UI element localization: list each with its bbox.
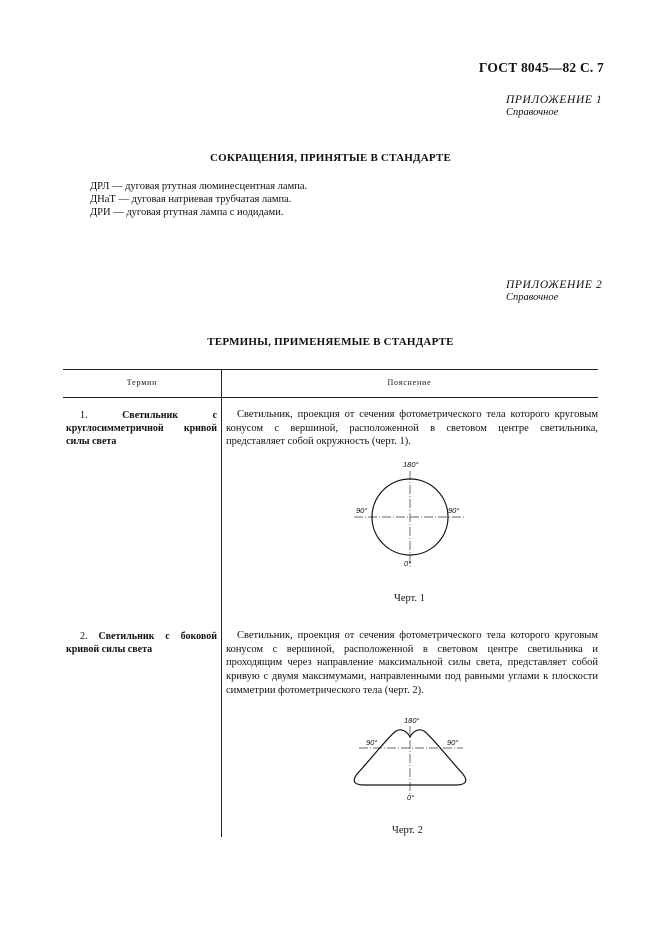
- table-row-explanation: Светильник, проекция от сечения фотометрического тела которого круговым конусом с вершиной, расположенной в световом центре светильника, представляет собой окружность (черт. 1).: [226, 409, 598, 448]
- figure-2-diagram: [345, 712, 475, 804]
- term-name: Светильник с боковой кривой силы света: [66, 631, 218, 655]
- abbreviation-item: ДНаТ — дуговая натриевая трубчатая лампа.: [90, 194, 292, 205]
- section-abbreviations-title: СОКРАЩЕНИЯ, ПРИНЯТЫЕ В СТАНДАРТЕ: [209, 152, 452, 164]
- figure-2-label-right: 90°: [447, 738, 459, 747]
- table-row-term: [66, 630, 217, 656]
- table-top-rule: [63, 369, 598, 370]
- table-column-divider: [221, 369, 222, 837]
- page-header-ref: ГОСТ 8045—82 С. 7: [478, 60, 604, 75]
- abbreviation-item: ДРИ — дуговая ртутная лампа с иодидами.: [90, 207, 284, 218]
- table-row-explanation: Светильник, проекция от сечения фотометрического тела которого круговым конусом с вершиной, расположенной в световом центре светильника и проходящим через направление максимальной силы света, представляет собой кривую с двумя максимумами, направленными под равными углами к плоскости симметрии фотометрического тела (черт. 2).: [226, 630, 598, 696]
- abbreviation-item: ДРЛ — дуговая ртутная люминесцентная лампа.: [90, 181, 308, 192]
- appendix-2-title: ПРИЛОЖЕНИЕ 2: [506, 279, 603, 291]
- figure-1-label-top: 180°: [403, 460, 419, 469]
- appendix-1-title: ПРИЛОЖЕНИЕ 1: [506, 94, 603, 106]
- figure-1-caption: Черт. 1: [394, 593, 425, 604]
- table-header-rule: [63, 397, 598, 398]
- figure-2-label-bottom: 0°: [407, 793, 415, 802]
- figure-1-diagram: [340, 455, 480, 575]
- column-header-term: Термин: [126, 378, 158, 387]
- table-row-term: [66, 409, 217, 448]
- appendix-2-subtitle: Справочное: [506, 292, 559, 303]
- appendix-1-subtitle: Справочное: [506, 107, 559, 118]
- figure-2-label-top: 180°: [404, 716, 420, 725]
- figure-1-label-bottom: 0°: [404, 559, 412, 568]
- figure-2-label-left: 90°: [366, 738, 378, 747]
- figure-1-label-right: 90°: [448, 506, 460, 515]
- term-number: 1.: [80, 410, 88, 421]
- section-terms-title: ТЕРМИНЫ, ПРИМЕНЯЕМЫЕ В СТАНДАРТЕ: [207, 336, 454, 348]
- term-number: 2.: [80, 631, 88, 642]
- term-name: Светильник с круглосимметричной кривой силы света: [66, 410, 218, 447]
- column-header-explanation: Пояснение: [387, 378, 432, 387]
- figure-1-label-left: 90°: [356, 506, 368, 515]
- figure-2-caption: Черт. 2: [392, 825, 423, 836]
